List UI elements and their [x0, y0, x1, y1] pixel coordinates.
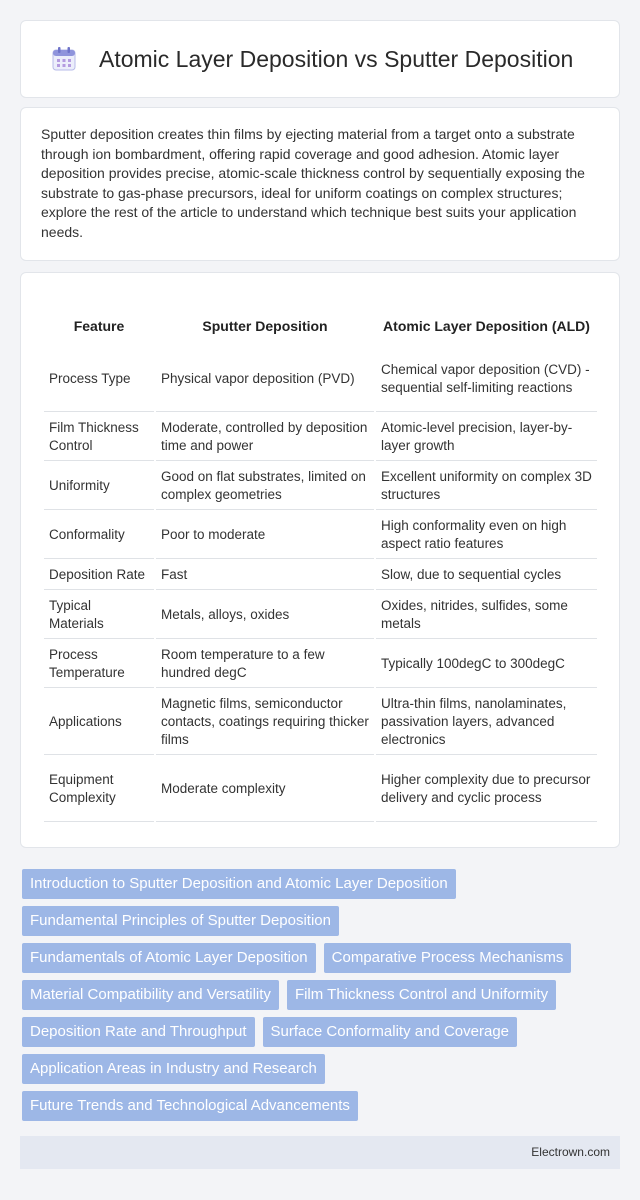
link-row	[22, 1054, 622, 1084]
table-cell: Chemical vapor deposition (CVD) - sequential self-limiting reactions	[376, 347, 597, 412]
comparison-table-card	[20, 272, 620, 848]
link-applications[interactable]: Application Areas in Industry and Research	[22, 1054, 325, 1084]
table-cell: Ultra-thin films, nanolaminates, passivation layers, advanced electronics	[376, 690, 597, 755]
link-row	[22, 943, 622, 973]
table-cell: High conformality even on high aspect ratio features	[376, 512, 597, 559]
title-card	[20, 20, 620, 98]
table-cell: Typically 100degC to 300degC	[376, 641, 597, 688]
table-cell: Slow, due to sequential cycles	[376, 561, 597, 590]
table-cell: Deposition Rate	[44, 561, 154, 590]
table-cell: Equipment Complexity	[44, 757, 154, 822]
table-row	[44, 690, 597, 755]
table-cell: Excellent uniformity on complex 3D structures	[376, 463, 597, 510]
calendar-icon	[51, 46, 77, 72]
link-thickness-control[interactable]: Film Thickness Control and Uniformity	[287, 980, 556, 1010]
table-cell: Atomic-level precision, layer-by-layer growth	[376, 414, 597, 461]
table-cell: Film Thickness Control	[44, 414, 154, 461]
table-cell: Moderate complexity	[156, 757, 374, 822]
table-cell: Moderate, controlled by deposition time and power	[156, 414, 374, 461]
header-ald: Atomic Layer Deposition (ALD)	[383, 318, 590, 334]
link-intro[interactable]: Introduction to Sputter Deposition and Atomic Layer Deposition	[22, 869, 456, 899]
link-row	[22, 1017, 622, 1047]
table-cell: Fast	[156, 561, 374, 590]
table-cell: Magnetic films, semiconductor contacts, coatings requiring thicker films	[156, 690, 374, 755]
link-deposition-rate[interactable]: Deposition Rate and Throughput	[22, 1017, 255, 1047]
table-row	[44, 561, 597, 590]
comparison-table	[42, 303, 599, 824]
table-cell: Typical Materials	[44, 592, 154, 639]
link-conformality[interactable]: Surface Conformality and Coverage	[263, 1017, 517, 1047]
table-row	[44, 463, 597, 510]
table-cell: Room temperature to a few hundred degC	[156, 641, 374, 688]
page-title: Atomic Layer Deposition vs Sputter Deposition	[99, 45, 574, 72]
link-row	[22, 906, 622, 936]
table-cell: Uniformity	[44, 463, 154, 510]
table-cell: Process Temperature	[44, 641, 154, 688]
table-row	[44, 414, 597, 461]
link-material-compatibility[interactable]: Material Compatibility and Versatility	[22, 980, 279, 1010]
link-row	[22, 980, 622, 1010]
table-row	[44, 757, 597, 822]
link-sputter-principles[interactable]: Fundamental Principles of Sputter Deposition	[22, 906, 339, 936]
table-header-row	[44, 305, 597, 345]
link-process-mechanisms[interactable]: Comparative Process Mechanisms	[324, 943, 572, 973]
table-row	[44, 512, 597, 559]
table-cell: Process Type	[44, 347, 154, 412]
table-cell: Metals, alloys, oxides	[156, 592, 374, 639]
intro-paragraph: Sputter deposition creates thin films by ejecting material from a target onto a substrate through ion bombardment, offering rapid coverage and good adhesion. Atomic layer deposition provides precise, atomic-scale thickness control by sequentially exposing the substrate to gas-phase precursors, ideal for uniform coatings on complex structures; explore the rest of the article to understand which technique best suits your application needs.	[41, 126, 585, 240]
link-ald-fundamentals[interactable]: Fundamentals of Atomic Layer Deposition	[22, 943, 316, 973]
table-cell: Applications	[44, 690, 154, 755]
footer-site-name[interactable]: Electrown.com	[531, 1145, 610, 1159]
header-sputter: Sputter Deposition	[202, 318, 328, 334]
table-row	[44, 347, 597, 412]
intro-card	[20, 107, 620, 261]
table-row	[44, 592, 597, 639]
table-cell: Conformality	[44, 512, 154, 559]
table-cell: Good on flat substrates, limited on complex geometries	[156, 463, 374, 510]
table-row	[44, 641, 597, 688]
header-feature: Feature	[73, 318, 125, 334]
link-row	[22, 869, 622, 899]
table-cell: Higher complexity due to precursor delivery and cyclic process	[376, 757, 597, 822]
table-cell: Physical vapor deposition (PVD)	[156, 347, 374, 412]
link-row	[22, 1091, 622, 1121]
footer	[20, 1136, 620, 1169]
table-cell: Poor to moderate	[156, 512, 374, 559]
link-future-trends[interactable]: Future Trends and Technological Advancements	[22, 1091, 358, 1121]
section-links	[22, 869, 622, 1128]
table-cell: Oxides, nitrides, sulfides, some metals	[376, 592, 597, 639]
